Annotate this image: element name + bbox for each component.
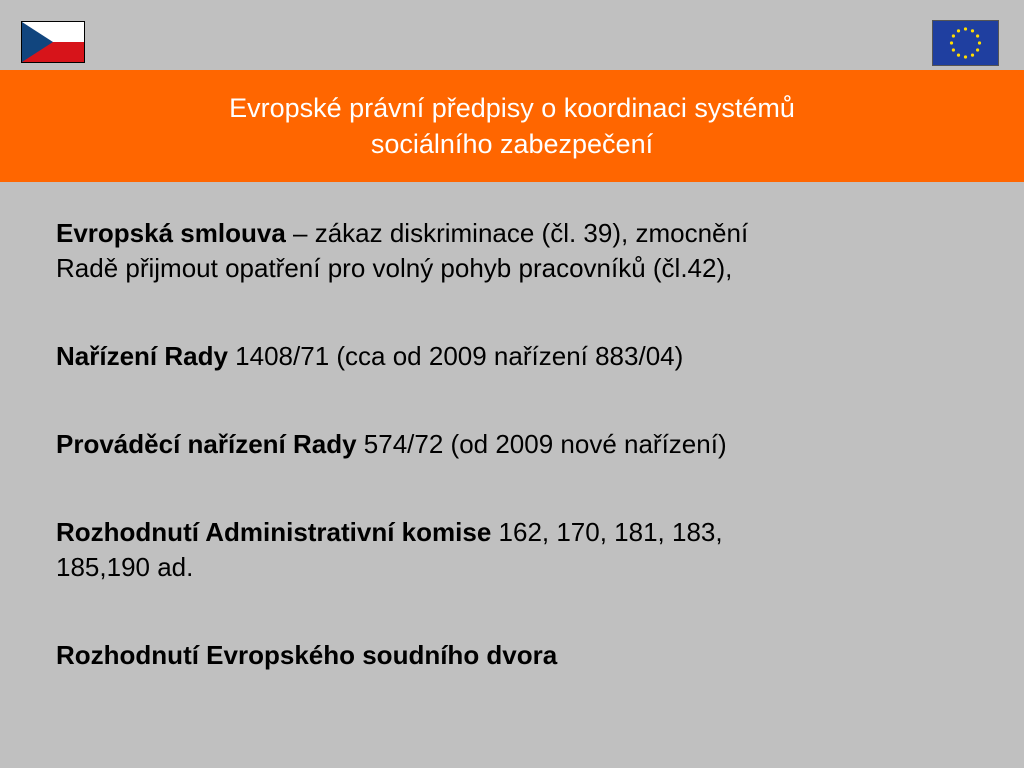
item-heading: Rozhodnutí Administrativní komise [56,517,492,547]
item-text: 162, 170, 181, 183, [491,517,723,547]
item-text: 1408/71 (cca od 2009 nařízení 883/04) [227,341,684,371]
czech-flag-icon [21,21,85,63]
list-item-administrativni-komise [56,515,986,585]
eu-flag-icon [932,20,999,66]
item-heading: Nařízení Rady [56,341,228,371]
page-title-line-1: Evropské právní předpisy o koordinaci systémů [229,93,795,123]
page-title-line-2: sociálního zabezpečení [370,129,654,159]
item-text: 574/72 (od 2009 nové nařízení) [356,429,727,459]
item-text: Radě přijmout opatření pro volný pohyb pracovníků (čl.42), [56,253,733,283]
content-list [56,216,986,673]
item-text: – zákaz diskriminace (čl. 39), zmocnění [285,218,749,248]
list-item-narizeni-rady [56,339,986,374]
top-bar [0,0,1024,70]
item-text: 185,190 ad. [56,552,194,582]
item-heading: Evropská smlouva [56,218,286,248]
item-heading: Prováděcí nařízení Rady [56,429,357,459]
list-item-soudni-dvur [56,638,986,673]
item-heading: Rozhodnutí Evropského soudního dvora [56,640,558,670]
list-item-evropska-smlouva [56,216,986,286]
list-item-provadeci-narizeni [56,427,986,462]
title-band [0,70,1024,182]
